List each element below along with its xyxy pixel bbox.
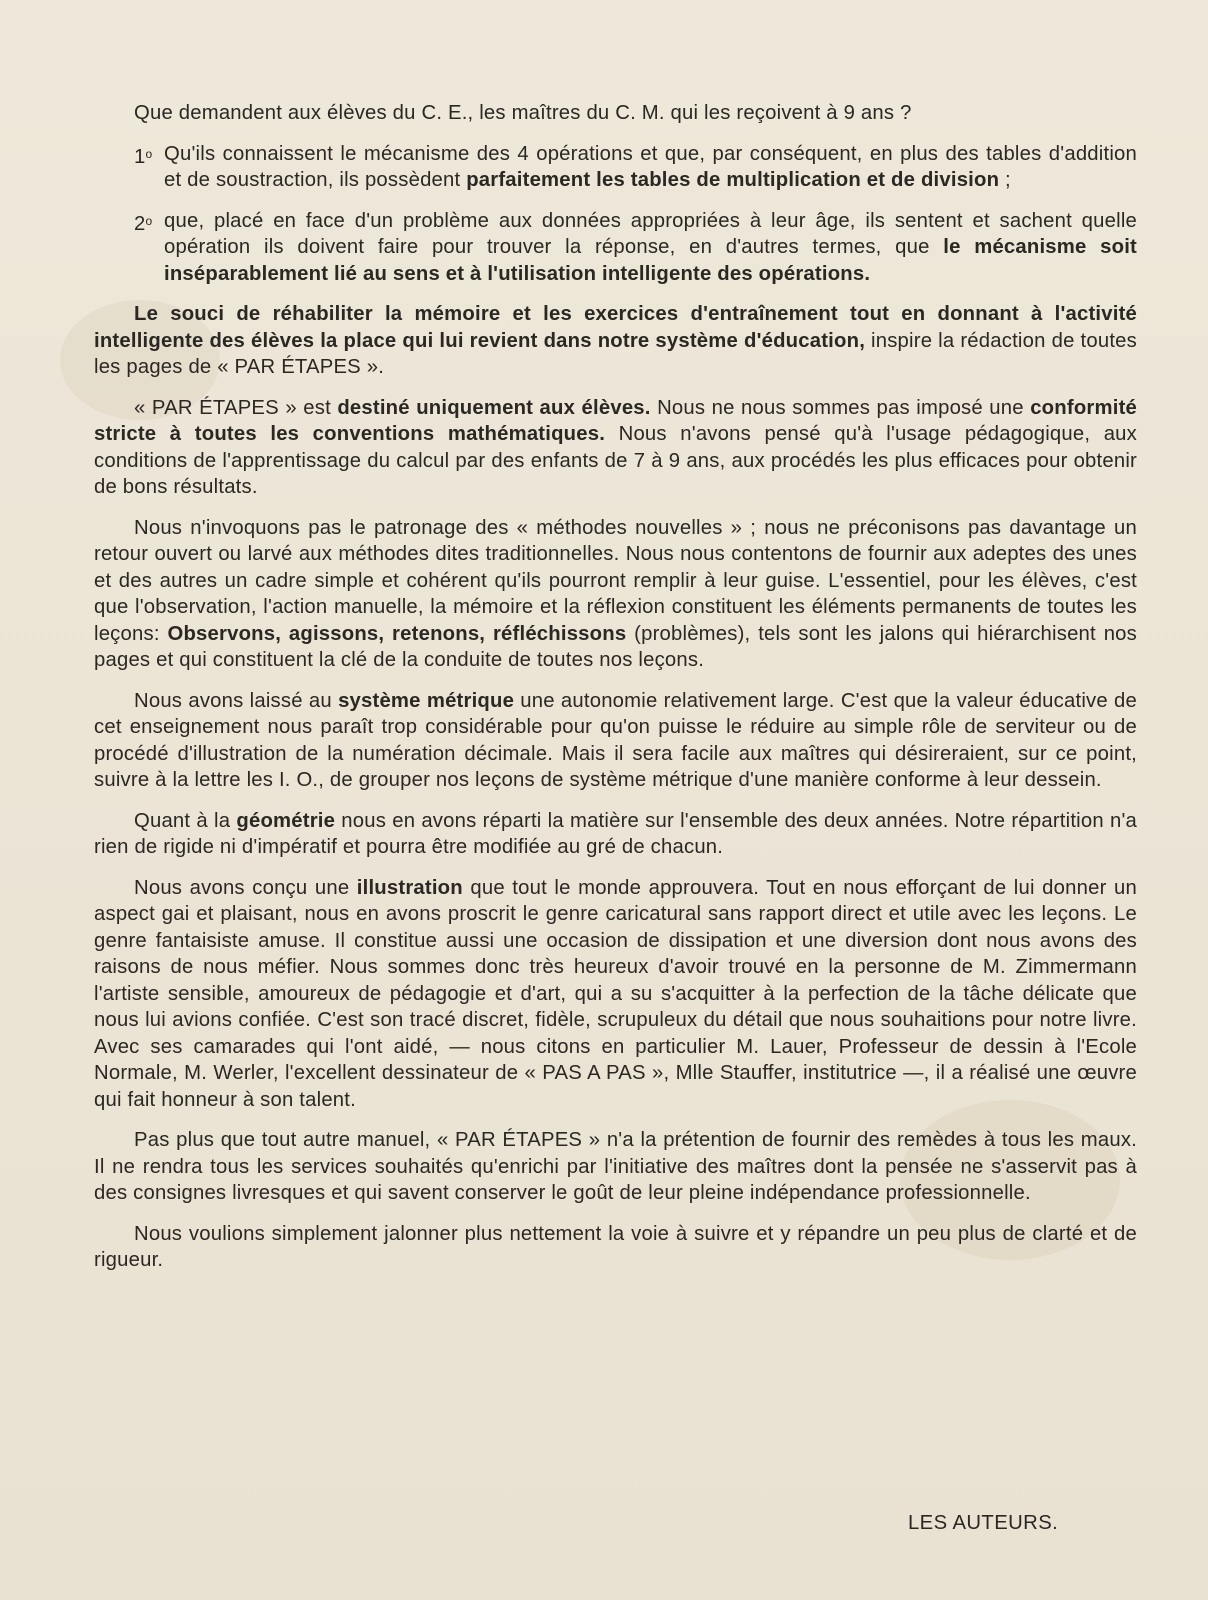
paragraph-1: Le souci de réhabiliter la mémoire et les exercices d'entraînement tout en donnant à l'activité intelligente des élèves la place qui lui revient dans notre système d'éducation, inspire la rédaction de toutes les pages de « PAR ÉTAPES ». [94,303,1137,378]
paragraph-5: Quant à la géométrie nous en avons réparti la matière sur l'ensemble des deux années. Notre répartition n'a rien de rigide ni d'impératif et pourra être modifiée au gré de chacun. [94,809,1137,858]
paragraph-8: Nous voulions simplement jalonner plus nettement la voie à suivre et y répandre un peu plus de clarté et de rigueur. [94,1222,1137,1271]
paragraph-7: Pas plus que tout autre manuel, « PAR ÉTAPES » n'a la prétention de fournir des remèdes à tous les maux. Il ne rendra tous les services souhaités qu'enrichi par l'initiative des maîtres dont la pensée ne s'asservit pas à des consignes livresques et qui savent conserver le goût de leur pleine indépendance professionnelle. [94,1129,1137,1204]
paragraph-3: Nous n'invoquons pas le patronage des « méthodes nouvelles » ; nous ne préconisons pas davantage un retour ouvert ou larvé aux méthodes dites traditionnelles. Nous nous contentons de fournir aux adeptes des unes et des autres un cadre simple et cohérent qu'ils pourront remplir à leur guise. L'essentiel, pour les élèves, c'est que l'observation, l'action manuelle, la mémoire et la réflexion constituent les éléments permanents de toutes les leçons: Observons, agissons, retenons, réfléchissons (problèmes), tels sont les jalons qui hiérarchisent nos pages et qui constituent la clé de la conduite de toutes nos leçons. [94,516,1137,671]
intro-question: Que demandent aux élèves du C. E., les maîtres du C. M. qui les reçoivent à 9 ans ? [134,102,912,124]
paragraph-4: Nous avons laissé au système métrique une autonomie relativement large. C'est que la valeur éducative de cet enseignement nous paraît trop considérable pour qu'on puisse le réduire au simple rôle de serviteur ou de procédé d'illustration de la numération décimale. Mais il sera facile aux maîtres qui désireraient, sur ce point, suivre à la lettre les I. O., de grouper nos leçons de système métrique d'une manière conforme à leur dessein. [94,689,1137,791]
list-number-1: 1$^o$ [134,145,153,168]
item1-text: Qu'ils connaissent le mécanisme des 4 opérations et que, par conséquent, en plus des tables d'addition et de soustraction, ils possèdent [164,142,1137,191]
signature: LES AUTEURS. [908,1512,1059,1534]
list-number-2: 2$^o$ [134,212,153,235]
paragraph-2: « PAR ÉTAPES » est destiné uniquement aux élèves. Nous ne nous sommes pas imposé une conformité stricte à toutes les conventions mathématiques. Nous n'avons pensé qu'à l'usage pédagogique, aux conditions de l'apprentissage du calcul par des enfants de 7 à 9 ans, aux procédés les plus efficaces pour obtenir de bons résultats. [94,396,1138,498]
item2-text: que, placé en face d'un problème aux données appropriées à leur âge, ils sentent et sachent quelle opération ils doivent faire pour trouver la réponse, en d'autres termes, que [164,209,1137,258]
document-body [94,100,1137,1288]
list-item-1 [94,141,1137,194]
item1-bold-text: parfaitement les tables de multiplication et de division [466,169,1000,191]
item2-bold-text: le mécanisme soit inséparablement lié au sens et à l'utilisation intelligente des opérations. [164,236,1137,285]
list-item-2 [94,208,1137,288]
paragraph-6: Nous avons conçu une illustration que tout le monde approuvera. Tout en nous efforçant de lui donner un aspect gai et plaisant, nous en avons proscrit le genre caricatural sans rapport direct et utile avec les leçons. Le genre fantaisiste amuse. Il constitue aussi une occasion de dissipation et une diversion dont nous avons des raisons de nous méfier. Nous sommes donc très heureux d'avoir trouvé en la personne de M. Zimmermann l'artiste sensible, amoureux de pédagogie et d'art, qui a su s'acquitter à la perfection de la tâche délicate que nous lui avions confiée. C'est son tracé discret, fidèle, scrupuleux du détail que nous souhaitions pour notre livre. Avec ses camarades qui l'ont aidé, — nous citons en particulier M. Lauer, Professeur de dessin à l'Ecole Normale, M. Werler, l'excellent dessinateur de « PAS A PAS », Mlle Stauffer, institutrice —, il a réalisé une œuvre qui fait honneur à son talent. [94,876,1137,1111]
item1-tail: ; [999,169,1011,191]
